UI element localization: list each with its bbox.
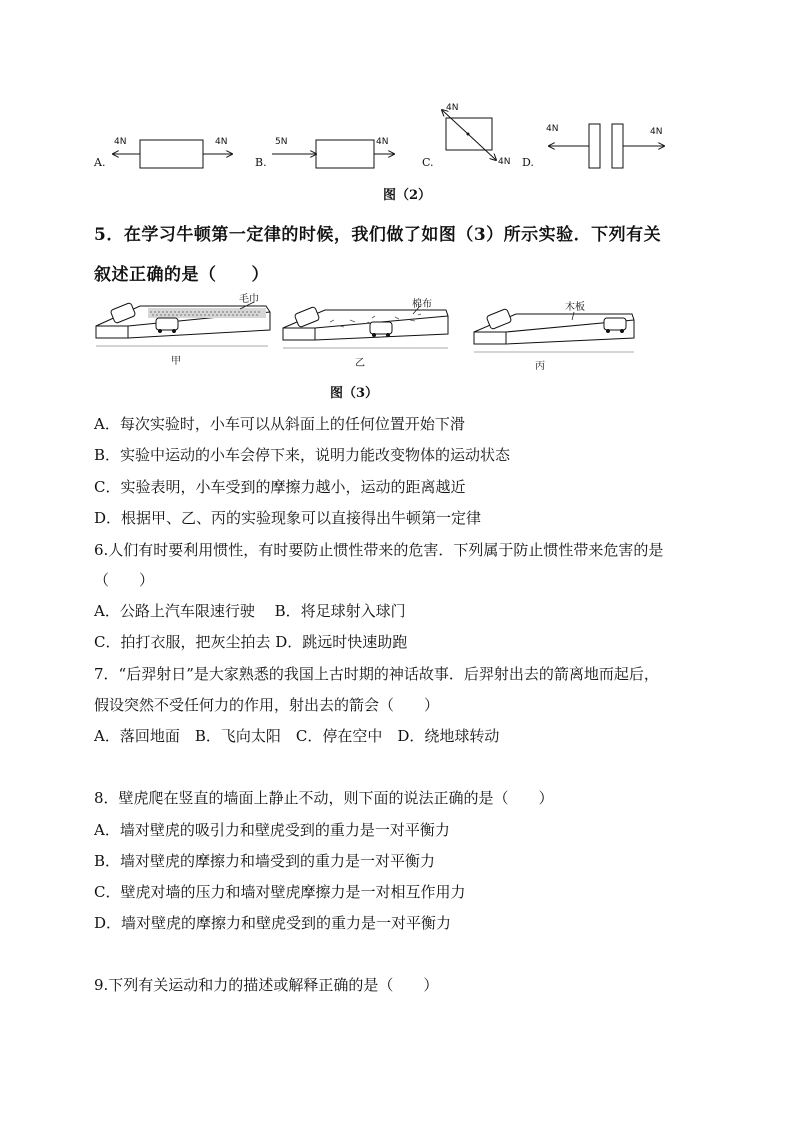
panel-yi: [283, 306, 448, 348]
q7-stem-line2: 假设突然不受任何力的作用，射出去的箭会（ ）: [94, 696, 440, 714]
q6-stem-line1: 6.人们有时要利用惯性，有时要防止惯性带来的危害．下列属于防止惯性带来危害的是: [94, 541, 664, 559]
option-b-left-force: 5N: [275, 137, 288, 147]
option-d-left-force: 4N: [546, 124, 559, 134]
figure-2-caption: 图（2）: [383, 188, 432, 203]
q5-stem-line2: 叙述正确的是（ ）: [94, 265, 269, 285]
q6-options-row2: C．拍打衣服，把灰尘拍去 D．跳远时快速助跑: [94, 633, 408, 651]
q8-option-a: A．墙对壁虎的吸引力和壁虎受到的重力是一对平衡力: [94, 821, 450, 839]
q8-option-b: B．墙对壁虎的摩擦力和墙受到的重力是一对平衡力: [94, 852, 436, 870]
q7-stem-line1: 7．“后羿射日”是大家熟悉的我国上古时期的神话故事．后羿射出去的箭离地而起后，: [94, 665, 659, 683]
q8-option-c: C．壁虎对墙的压力和墙对壁虎摩擦力是一对相互作用力: [94, 883, 466, 901]
q6-options-row1: A．公路上汽车限速行驶 B．将足球射入球门: [94, 602, 406, 620]
q5-option-d: D．根据甲、乙、丙的实验现象可以直接得出牛顿第一定律: [94, 509, 482, 527]
panel-bing-surface-label: 木板: [565, 302, 585, 313]
panel-jia: [96, 302, 270, 346]
panel-yi-surface-label: 棉布: [412, 299, 432, 310]
option-a-right-force: 4N: [215, 137, 228, 147]
q5-option-a: A．每次实验时，小车可以从斜面上的任何位置开始下滑: [94, 415, 465, 433]
panel-bing-name: 丙: [535, 361, 545, 372]
option-a-letter: A.: [94, 156, 106, 169]
panel-jia-surface-label: 毛巾: [239, 294, 259, 305]
figure-3-diagrams: [0, 0, 794, 400]
q6-stem-line2: （ ）: [94, 571, 155, 589]
q5-option-b: B．实验中运动的小车会停下来，说明力能改变物体的运动状态: [94, 446, 511, 464]
panel-jia-name: 甲: [171, 356, 181, 367]
option-c-bottom-force: 4N: [498, 157, 511, 167]
panel-yi-name: 乙: [355, 358, 365, 369]
q5-stem-line1: 5．在学习牛顿第一定律的时候，我们做了如图（3）所示实验．下列有关: [94, 225, 662, 245]
option-c-top-force: 4N: [446, 103, 459, 113]
option-a-left-force: 4N: [114, 137, 127, 147]
option-b-right-force: 4N: [376, 137, 389, 147]
q7-options: A．落回地面 B．飞向太阳 C．停在空中 D．绕地球转动: [94, 727, 500, 745]
q9-stem: 9.下列有关运动和力的描述或解释正确的是（ ）: [94, 976, 439, 994]
q8-option-d: D．墙对壁虎的摩擦力和壁虎受到的重力是一对平衡力: [94, 914, 452, 932]
option-b-letter: B.: [255, 156, 267, 169]
option-d-right-force: 4N: [650, 127, 663, 137]
option-d-letter: D.: [522, 156, 534, 169]
panel-bing: [474, 308, 634, 352]
q8-stem: 8．壁虎爬在竖直的墙面上静止不动，则下面的说法正确的是（ ）: [94, 789, 554, 807]
q5-option-c: C．实验表明，小车受到的摩擦力越小，运动的距离越近: [94, 478, 466, 496]
option-c-letter: C.: [422, 156, 434, 169]
figure-3-caption: 图（3）: [330, 386, 379, 401]
